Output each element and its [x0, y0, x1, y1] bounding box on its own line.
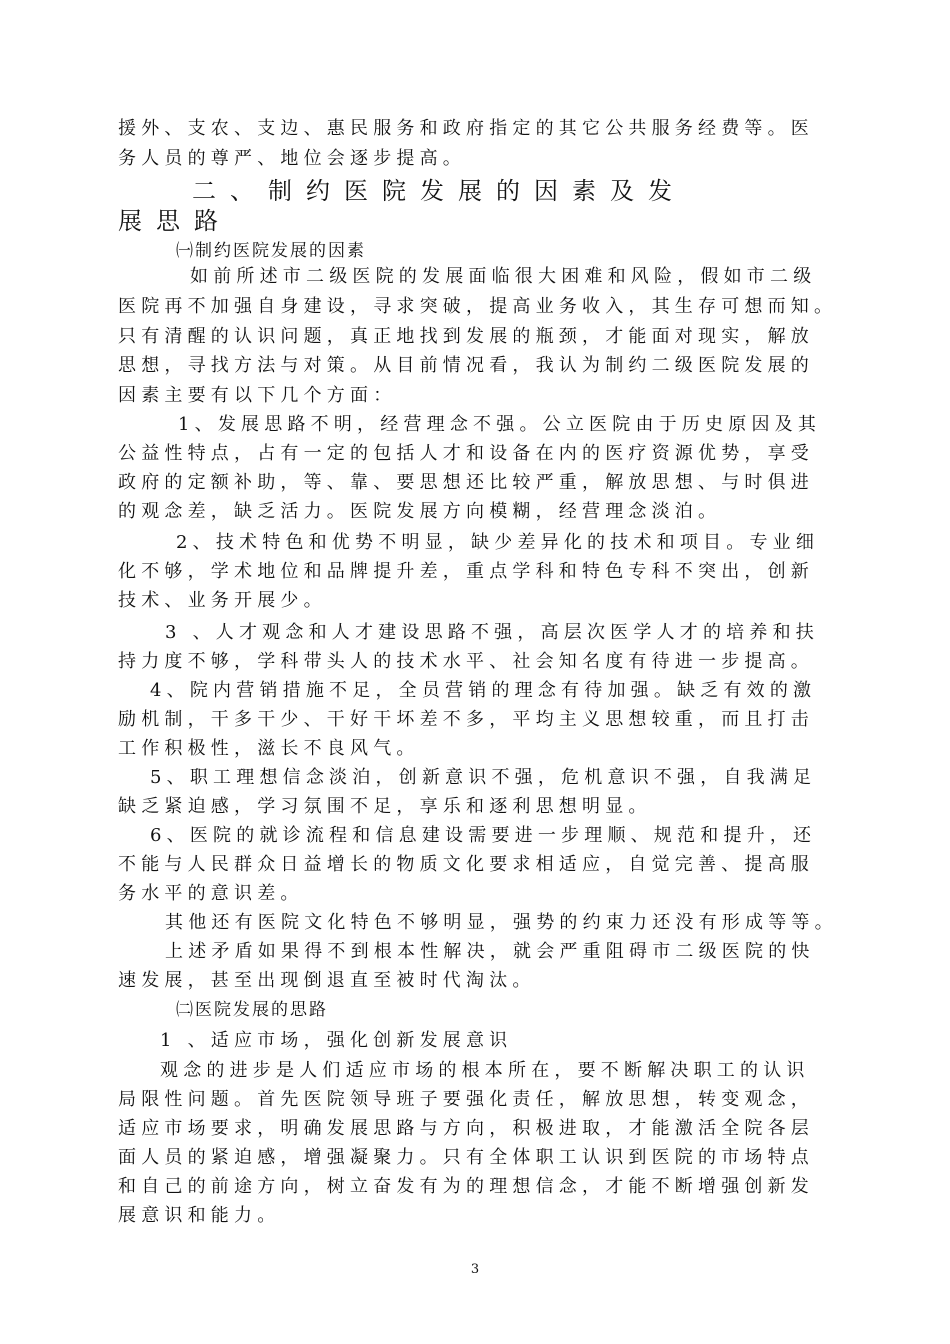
body-line: 励机制，干多干少、干好干坏差不多，平均主义思想较重，而且打击 [118, 709, 814, 730]
body-line: 务水平的意识差。 [118, 883, 304, 904]
body-line: 缺乏紧迫感，学习氛围不足，享乐和逐利思想明显。 [118, 796, 652, 817]
body-line: 速发展，甚至出现倒退直至被时代淘汰。 [118, 970, 536, 991]
body-line: 如前所述市二级医院的发展面临很大困难和风险，假如市二级 [190, 266, 817, 287]
body-line: 面人员的紧迫感，增强凝聚力。只有全体职工认识到医院的市场特点 [118, 1147, 814, 1168]
body-line: 局限性问题。首先医院领导班子要强化责任，解放思想，转变观念， [118, 1089, 814, 1110]
body-line: 援外、支农、支边、惠民服务和政府指定的其它公共服务经费等。医 [118, 118, 814, 139]
body-line: 工作积极性，滋长不良风气。 [118, 738, 420, 759]
body-line: 和自己的前途方向，树立奋发有为的理想信念，才能不断增强创新发 [118, 1176, 814, 1197]
body-line: 6、医院的就诊流程和信息建设需要进一步理顺、规范和提升，还 [150, 825, 817, 846]
body-line: 适应市场要求，明确发展思路与方向，积极进取，才能激活全院各层 [118, 1118, 814, 1139]
body-line: 公益性特点，占有一定的包括人才和设备在内的医疗资源优势，享受 [118, 443, 814, 464]
body-line: 政府的定额补助，等、靠、要思想还比较严重，解放思想、与时俱进 [118, 472, 814, 493]
body-line: 持力度不够，学科带头人的技术水平、社会知名度有待进一步提高。 [118, 651, 814, 672]
body-line: 2、技术特色和优势不明显，缺少差异化的技术和项目。专业细 [176, 532, 820, 553]
body-line: 技术、业务开展少。 [118, 590, 327, 611]
body-line: 3 、人才观念和人才建设思路不强，高层次医学人才的培养和扶 [165, 622, 819, 643]
body-line: 5、职工理想信念淡泊，创新意识不强，危机意识不强，自我满足 [150, 767, 817, 788]
body-line: 化不够，学术地位和品牌提升差，重点学科和特色专科不突出，创新 [118, 561, 814, 582]
body-line: 展意识和能力。 [118, 1205, 281, 1226]
page-number: 3 [470, 1262, 480, 1277]
body-line: 思想，寻找方法与对策。从目前情况看，我认为制约二级医院发展的 [118, 355, 814, 376]
body-line: 其他还有医院文化特色不够明显，强势的约束力还没有形成等等。 [165, 912, 838, 933]
body-line: 上述矛盾如果得不到根本性解决，就会严重阻碍市二级医院的快 [165, 941, 815, 962]
subheading-ideas: ㈡医院发展的思路 [176, 1000, 328, 1020]
body-line: 医院再不加强自身建设，寻求突破，提高业务收入，其生存可想而知。 [118, 296, 838, 317]
section-heading-line-1: 二、制约医院发展的因素及发 [192, 177, 686, 205]
body-line: 观念的进步是人们适应市场的根本所在，要不断解决职工的认识 [160, 1060, 810, 1081]
body-line: 不能与人民群众日益增长的物质文化要求相适应，自觉完善、提高服 [118, 854, 814, 875]
subheading-factors: ㈠制约医院发展的因素 [176, 241, 366, 261]
section-heading-line-2: 展思路 [118, 207, 232, 235]
body-line: 务人员的尊严、地位会逐步提高。 [118, 148, 466, 169]
body-line: 4、院内营销措施不足，全员营销的理念有待加强。缺乏有效的激 [150, 680, 817, 701]
body-line: 1、发展思路不明，经营理念不强。公立医院由于历史原因及其 [178, 414, 822, 435]
body-line: 只有清醒的认识问题，真正地找到发展的瓶颈，才能面对现实，解放 [118, 326, 814, 347]
body-line: 的观念差，缺乏活力。医院发展方向模糊，经营理念淡泊。 [118, 501, 722, 522]
body-line: 1 、适应市场，强化创新发展意识 [160, 1030, 513, 1051]
body-line: 因素主要有以下几个方面： [118, 385, 397, 406]
